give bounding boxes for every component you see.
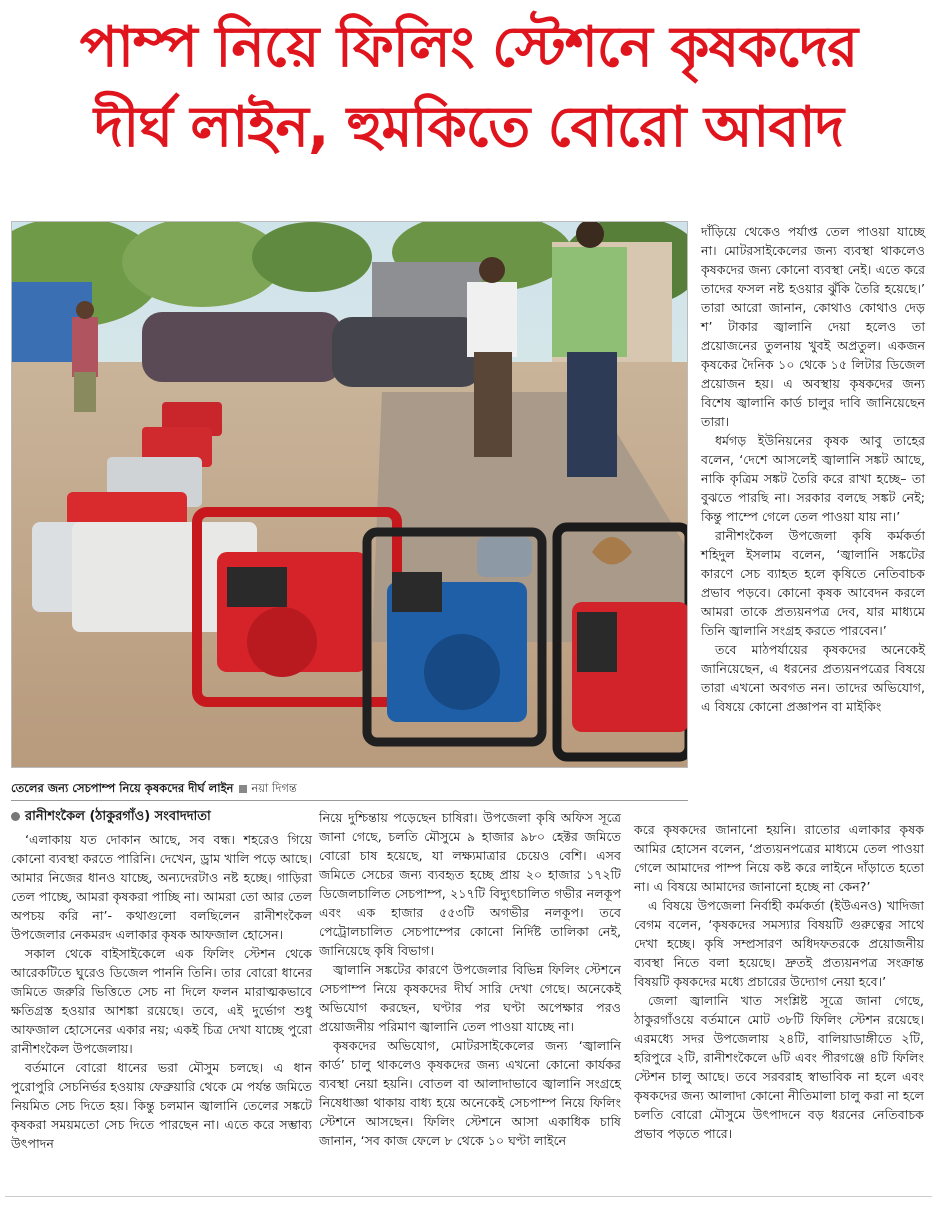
paragraph: সকাল থেকে বাইসাইকেলে এক ফিলিং স্টেশন থেকে আরেকটিতে ঘুরেও ডিজেল পাননি তিনি। তার বোরো ধানের জমিতে জরুরি ভিত্তিতে সেচ না দিলে ফলন মারাত্মকভাবে ক্ষতিগ্রস্ত হওয়ার আশঙ্কা রয়েছে। তবে, এই দুর্ভোগ শুধু আফজাল হোসেনের একার নয়; একই চিত্র দেখা যাচ্ছে পুরো রানীশংকৈল উপজেলায়। [11,946,312,1056]
byline [11,806,312,828]
paragraph: করে কৃষকদের জানানো হয়নি। রাতোর এলাকার কৃষক আমির হোসেন বলেন, ‘প্রত্যয়নপত্রের মাধ্যমে তেল পাওয়া গেলে আমাদের পাম্প নিয়ে কষ্ট করে লাইনে দাঁড়াতে হতো না। এ বিষয়ে আমাদের জানানো হচ্ছে না কেন?’ [634,822,924,894]
headline-line-2: দীর্ঘ লাইন, হুমকিতে বোরো আবাদ [93,95,844,160]
caption-divider [11,800,688,801]
column-3-top [701,222,925,716]
paragraph: কৃষকদের অভিযোগ, মোটরসাইকেলের জন্য ‘জ্বালানি কার্ড’ চালু থাকলেও কৃষকদের জন্য এখনো কোনো কার্যকর ব্যবস্থা নেয়া হয়নি। বোতল বা আলাদাভাবে জ্বালানি সংগ্রহে নিষেধাজ্ঞা থাকায় বাধ্য হয়ে অনেকেই সেচপাম্প নিয়ে ফিলিং স্টেশনে আসছেন। ফিলিং স্টেশনে আসা একাধিক চাষি জানান, ‘সব কাজ ফেলে ৮ থেকে ১০ ঘণ্টা লাইনে [319,1038,621,1148]
paragraph: নিয়ে দুশ্চিন্তায় পড়েছেন চাষিরা। উপজেলা কৃষি অফিস সূত্রে জানা গেছে, চলতি মৌসুমে ৯ হাজার ৯৮০ হেক্টর জমিতে বোরো চাষ হয়েছে, যা লক্ষ্যমাত্রার চেয়েও বেশি। এসব জমিতে সেচের জন্য ব্যবহৃত হচ্ছে প্রায় ২০ হাজার ১৭২টি ডিজেলচালিত সেচপাম্প, ২১৭টি বিদ্যুৎচালিত গভীর নলকূপ এবং এক হাজার ৫৫৩টি অগভীর নলকূপ। তবে পেট্রোলচালিত সেচপাম্পের কোনো নির্দিষ্ট তালিকা নেই, জানিয়েছে কৃষি বিভাগ। [319,810,621,958]
square-bullet-icon [239,785,247,793]
column-1 [11,806,312,1153]
bullet-icon [11,812,20,821]
photo-source: নয়া দিগন্ত [251,781,297,795]
byline-text: রানীশংকৈল (ঠাকুরগাঁও) সংবাদদাতা [25,809,211,824]
paragraph: তবে মাঠপর্যায়ের কৃষকদের অনেকেই জানিয়েছেন, এ ধরনের প্রত্যয়নপত্রের বিষয়ে তারা এখনো অবগত নন। তাদের অভিযোগ, এ বিষয়ে কোনো প্রজ্ঞাপন বা মাইকিং [701,642,925,714]
photo-caption-text: তেলের জন্য সেচপাম্প নিয়ে কৃষকদের দীর্ঘ লাইন [11,781,234,795]
paragraph: জেলা জ্বালানি খাত সংশ্লিষ্ট সূত্রে জানা গেছে, ঠাকুরগাঁওয়ে বর্তমানে মোট ৩৮টি ফিলিং স্টেশন রয়েছে। এরমধ্যে সদর উপজেলায় ২৪টি, বালিয়াডাঙ্গীতে ২টি, হরিপুরে ২টি, রানীশংকৈলে ৬টি এবং পীরগঞ্জে ৪টি ফিলিং স্টেশন চালু আছে। তবে সরবরাহ স্বাভাবিক না হলে এবং কৃষকদের জন্য আলাদা কোনো নীতিমালা চালু করা না হলে চলতি বোরো মৌসুমে উৎপাদনে বড় ধরনের নেতিবাচক প্রভাব পড়তে পারে। [634,993,924,1141]
column-2 [319,808,621,1150]
paragraph: বর্তমানে বোরো ধানের ভরা মৌসুম চলছে। এ ধান পুরোপুরি সেচনির্ভর হওয়ায় ফেব্রুয়ারি থেকে মে পর্যন্ত জমিতে নিয়মিত সেচ দিতে হয়। কিন্তু চলমান জ্বালানি তেলের সঙ্কটে কৃষকরা সময়মতো সেচ দিতে পারছেন না। এতে করে সম্ভাব্য উৎপাদন [11,1060,312,1151]
paragraph: ‘এলাকায় যত দোকান আছে, সব বন্ধ। শহরেও গিয়ে কোনো ব্যবস্থা করতে পারিনি। দেখেন, ড্রাম খালি পড়ে আছে। আমার নিজের ধানও যাচ্ছে, অন্যদেরটাও নষ্ট হচ্ছে। গাড়িরা তেল পাচ্ছে, আমরা কৃষকরা পাচ্ছি না। আমরা তো আর তেল অপচয় করি না’- কথাগুলো বলছিলেন রানীশংকৈল উপজেলার নেকমরদ এলাকার কৃষক আফজাল হোসেন। [11,832,312,942]
paragraph: এ বিষয়ে উপজেলা নির্বাহী কর্মকর্তা (ইউএনও) খাদিজা বেগম বলেন, ‘কৃষকদের সমস্যার বিষয়টি গুরুত্বের সাথে দেখা হচ্ছে। কৃষি সম্প্রসারণ অধিদফতরকে প্রয়োজনীয় ব্যবস্থা নিতে বলা হয়েছে। দ্রুতই প্রত্যয়নপত্র সংক্রান্ত বিষয়টি কৃষকদের মধ্যে প্রচারের উদ্যোগ নেয়া হবে।’ [634,898,924,989]
column-3-bottom [634,820,924,1143]
news-photo [11,221,688,768]
photo-irrigation-pumps [12,222,688,768]
photo-caption [11,778,688,798]
bottom-border [5,1196,932,1197]
paragraph: রানীশংকৈল উপজেলা কৃষি কর্মকর্তা শহিদুল ইসলাম বলেন, ‘জ্বালানি সঙ্কটের কারণে সেচ ব্যাহত হলে কৃষিতে নেতিবাচক প্রভাব পড়বে। কোনো কৃষক আবেদন করলে আমরা তাকে প্রত্যয়নপত্র দেব, যার মাধ্যমে তিনি জ্বালানি সংগ্রহ করতে পারবেন।’ [701,528,925,638]
paragraph: ধর্মগড় ইউনিয়নের কৃষক আবু তাহের বলেন, ‘দেশে আসলেই জ্বালানি সঙ্কট আছে, নাকি কৃত্রিম সঙ্কট তৈরি করে রাখা হচ্ছে– তা বুঝতে পারছি না। সরকার বলছে সঙ্কট নেই; কিন্তু পাম্পে গেলে তেল পাওয়া যায় না।’ [701,433,925,524]
headline-line-1: পাম্প নিয়ে ফিলিং স্টেশনে কৃষকদের [79,15,858,80]
paragraph: জ্বালানি সঙ্কটের কারণে উপজেলার বিভিন্ন ফিলিং স্টেশনে সেচপাম্প নিয়ে কৃষকদের দীর্ঘ সারি দেখা গেছে। অনেকেই অভিযোগ করছেন, ঘণ্টার পর ঘণ্টা অপেক্ষার পরও প্রয়োজনীয় পরিমাণ জ্বালানি তেল পাওয়া যাচ্ছে না। [319,962,621,1034]
paragraph: দাঁড়িয়ে থেকেও পর্যাপ্ত তেল পাওয়া যাচ্ছে না। মোটরসাইকেলের জন্য ব্যবস্থা থাকলেও কৃষকদের জন্য কোনো ব্যবস্থা নেই। এতে করে তাদের ফসল নষ্ট হওয়ার ঝুঁকি তৈরি হয়েছে।’ তারা আরো জানান, কোথাও কোথাও দেড় শ’ টাকার জ্বালানি দেয়া হলেও তা প্রয়োজনের তুলনায় খুবই অপ্রতুল। একজন কৃষকের দৈনিক ১০ থেকে ১৫ লিটার ডিজেল প্রয়োজন হয়। এ অবস্থায় কৃষকদের জন্য বিশেষ জ্বালানি কার্ড চালুর দাবি জানিয়েছেন তারা। [701,224,925,429]
headline [0,8,937,168]
